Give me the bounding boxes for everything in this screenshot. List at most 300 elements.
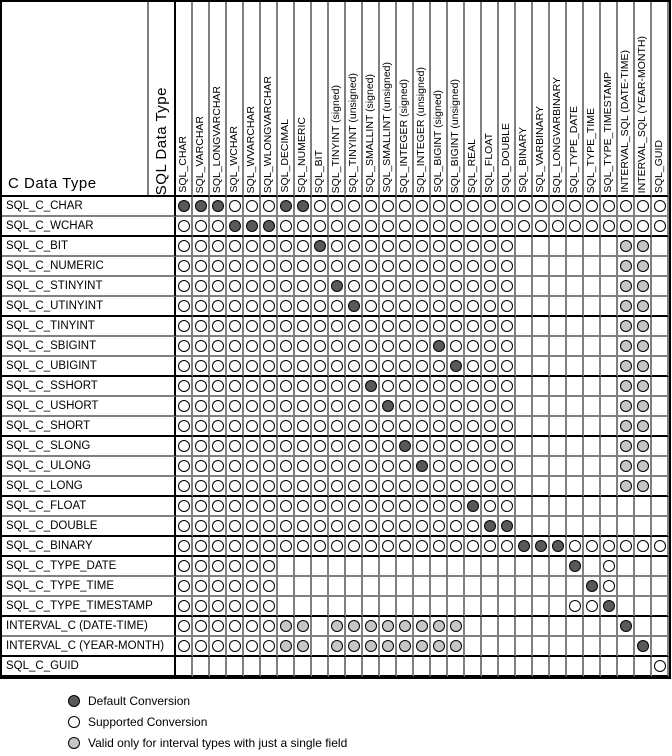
supported-conversion-circle: [297, 340, 309, 352]
supported-conversion-circle: [331, 440, 343, 452]
supported-conversion-circle: [212, 320, 224, 332]
supported-conversion-circle: [501, 280, 513, 292]
supported-conversion-circle: [382, 520, 394, 532]
row-label: SQL_C_UTINYINT: [2, 297, 176, 317]
supported-conversion-circle: [416, 320, 428, 332]
grid-cell: [261, 457, 278, 477]
column-header-label: SQL_BIGINT (unsigned): [449, 78, 462, 193]
grid-cell: [618, 417, 635, 437]
grid-cell: [533, 557, 550, 577]
grid-cell: [584, 437, 601, 457]
supported-conversion-circle: [195, 320, 207, 332]
grid-cell: [193, 377, 210, 397]
row-label: SQL_C_SSHORT: [2, 377, 176, 397]
grid-cell: [618, 377, 635, 397]
grid-cell: [329, 477, 346, 497]
grid-cell: [533, 337, 550, 357]
supported-conversion-circle: [314, 280, 326, 292]
grid-cell: [431, 297, 448, 317]
supported-conversion-circle: [229, 600, 241, 612]
grid-cell: [635, 377, 652, 397]
supported-conversion-circle: [280, 280, 292, 292]
grid-cell: [329, 377, 346, 397]
grid-cell: [618, 557, 635, 577]
supported-conversion-circle: [433, 480, 445, 492]
grid-cell: [210, 617, 227, 637]
supported-conversion-circle: [246, 380, 258, 392]
grid-cell: [601, 577, 618, 597]
grid-cell: [533, 477, 550, 497]
supported-conversion-circle: [501, 500, 513, 512]
grid-cell: [567, 457, 584, 477]
supported-conversion-circle: [518, 220, 530, 232]
supported-conversion-circle: [212, 520, 224, 532]
grid-cell: [431, 457, 448, 477]
grid-cell: [448, 457, 465, 477]
grid-cell: [618, 637, 635, 657]
supported-conversion-circle: [229, 360, 241, 372]
grid-cell: [346, 297, 363, 317]
grid-cell: [397, 557, 414, 577]
grid-cell: [346, 357, 363, 377]
grid-cell: [431, 617, 448, 637]
column-header-label: SQL_FLOAT: [483, 133, 496, 193]
supported-conversion-circle: [416, 520, 428, 532]
supported-conversion-circle: [501, 380, 513, 392]
grid-cell: [482, 477, 499, 497]
default-conversion-circle: [195, 200, 207, 212]
grid-cell: [210, 637, 227, 657]
grid-cell: [533, 397, 550, 417]
default-conversion-circle: [212, 200, 224, 212]
supported-conversion-circle: [178, 280, 190, 292]
supported-conversion-circle: [433, 260, 445, 272]
supported-conversion-circle: [484, 200, 496, 212]
column-header-label: SQL_GUID: [653, 139, 666, 193]
supported-conversion-circle: [382, 380, 394, 392]
grid-cell: [295, 257, 312, 277]
grid-cell: [210, 357, 227, 377]
supported-conversion-circle: [212, 500, 224, 512]
supported-conversion-circle: [450, 200, 462, 212]
grid-cell: [601, 197, 618, 217]
grid-cell: [397, 497, 414, 517]
interval-only-circle: [382, 640, 394, 652]
grid-cell: [295, 317, 312, 337]
grid-cell: [278, 277, 295, 297]
grid-cell: [635, 217, 652, 237]
column-header-label: SQL_REAL: [466, 138, 479, 193]
grid-cell: [346, 217, 363, 237]
supported-conversion-circle: [178, 300, 190, 312]
grid-cell: [397, 197, 414, 217]
grid-cell: [567, 417, 584, 437]
grid-cell: [499, 297, 516, 317]
grid-cell: [499, 257, 516, 277]
supported-conversion-circle: [450, 220, 462, 232]
grid-cell: [261, 517, 278, 537]
grid-cell: [635, 337, 652, 357]
grid-cell: [550, 417, 567, 437]
grid-cell: [601, 477, 618, 497]
supported-conversion-circle: [212, 400, 224, 412]
grid-cell: [176, 297, 193, 317]
grid-cell: [618, 297, 635, 317]
grid-cell: [652, 457, 669, 477]
supported-conversion-circle: [620, 200, 632, 212]
supported-conversion-circle: [433, 460, 445, 472]
grid-cell: [499, 497, 516, 517]
grid-cell: [329, 257, 346, 277]
grid-cell: [312, 617, 329, 637]
grid-cell: [635, 197, 652, 217]
grid-cell: [584, 317, 601, 337]
grid-cell: [380, 357, 397, 377]
supported-conversion-circle: [246, 460, 258, 472]
supported-conversion-circle: [297, 500, 309, 512]
supported-conversion-circle: [195, 420, 207, 432]
supported-conversion-circle: [195, 580, 207, 592]
grid-cell: [448, 277, 465, 297]
grid-cell: [193, 237, 210, 257]
supported-conversion-circle: [365, 360, 377, 372]
interval-only-circle: [620, 440, 632, 452]
column-header: [176, 2, 193, 197]
grid-cell: [312, 277, 329, 297]
grid-cell: [193, 617, 210, 637]
grid-cell: [618, 317, 635, 337]
corner-cell: [2, 2, 176, 197]
supported-conversion-circle: [178, 520, 190, 532]
grid-cell: [312, 477, 329, 497]
grid-cell: [363, 537, 380, 557]
grid-cell: [533, 637, 550, 657]
interval-only-circle: [620, 360, 632, 372]
grid-cell: [550, 517, 567, 537]
grid-cell: [499, 377, 516, 397]
grid-cell: [431, 437, 448, 457]
row-label: SQL_C_DOUBLE: [2, 517, 176, 537]
grid-cell: [363, 317, 380, 337]
grid-cell: [601, 457, 618, 477]
supported-conversion-circle: [399, 360, 411, 372]
grid-cell: [516, 397, 533, 417]
grid-cell: [482, 557, 499, 577]
grid-cell: [380, 657, 397, 677]
supported-conversion-circle: [433, 500, 445, 512]
grid-cell: [567, 337, 584, 357]
grid-cell: [652, 657, 669, 677]
grid-cell: [499, 237, 516, 257]
grid-cell: [363, 637, 380, 657]
grid-cell: [261, 597, 278, 617]
default-conversion-circle: [365, 380, 377, 392]
grid-cell: [244, 457, 261, 477]
grid-cell: [176, 657, 193, 677]
grid-cell: [601, 657, 618, 677]
supported-conversion-circle: [484, 260, 496, 272]
column-header-label: SQL_TINYINT (unsigned): [347, 72, 360, 193]
column-header-label: INTERVAL_SQL (YEAR-MONTH): [636, 35, 649, 193]
grid-cell: [261, 377, 278, 397]
supported-conversion-circle: [450, 260, 462, 272]
grid-cell: [499, 277, 516, 297]
grid-cell: [567, 557, 584, 577]
grid-cell: [312, 657, 329, 677]
column-header-label: SQL_VARBINARY: [534, 106, 547, 193]
supported-conversion-circle: [229, 560, 241, 572]
supported-conversion-circle: [331, 240, 343, 252]
grid-cell: [397, 377, 414, 397]
grid-cell: [312, 257, 329, 277]
grid-cell: [278, 457, 295, 477]
grid-cell: [499, 557, 516, 577]
grid-cell: [652, 637, 669, 657]
grid-cell: [329, 217, 346, 237]
supported-conversion-circle: [365, 500, 377, 512]
grid-cell: [414, 517, 431, 537]
supported-conversion-circle: [365, 320, 377, 332]
supported-conversion-circle: [382, 200, 394, 212]
row-label: SQL_C_WCHAR: [2, 217, 176, 237]
supported-conversion-circle: [212, 560, 224, 572]
column-header: [584, 2, 601, 197]
supported-conversion-circle: [382, 420, 394, 432]
supported-conversion-circle: [195, 220, 207, 232]
supported-conversion-circle: [314, 380, 326, 392]
grid-cell: [363, 597, 380, 617]
grid-cell: [244, 297, 261, 317]
supported-conversion-circle: [348, 240, 360, 252]
supported-conversion-circle: [484, 420, 496, 432]
grid-cell: [414, 297, 431, 317]
column-header-label: SQL_LONGVARBINARY: [551, 76, 564, 193]
grid-cell: [244, 317, 261, 337]
legend-item-label: Default Conversion: [88, 693, 191, 708]
supported-conversion-circle: [603, 220, 615, 232]
column-header: [193, 2, 210, 197]
grid-cell: [533, 537, 550, 557]
supported-conversion-circle: [365, 540, 377, 552]
interval-only-circle: [637, 460, 649, 472]
supported-conversion-circle: [399, 200, 411, 212]
grid-cell: [465, 197, 482, 217]
grid-cell: [499, 417, 516, 437]
supported-conversion-circle: [314, 220, 326, 232]
grid-cell: [482, 277, 499, 297]
supported-conversion-circle: [178, 420, 190, 432]
grid-cell: [363, 517, 380, 537]
grid-cell: [533, 377, 550, 397]
supported-conversion-circle: [399, 460, 411, 472]
supported-conversion-circle: [501, 320, 513, 332]
supported-conversion-circle: [399, 500, 411, 512]
grid-cell: [567, 657, 584, 677]
grid-cell: [465, 397, 482, 417]
default-conversion-circle: [348, 300, 360, 312]
grid-cell: [244, 557, 261, 577]
grid-cell: [533, 197, 550, 217]
supported-conversion-circle: [229, 580, 241, 592]
supported-conversion-circle: [365, 220, 377, 232]
supported-conversion-circle: [365, 280, 377, 292]
grid-cell: [516, 597, 533, 617]
grid-cell: [584, 537, 601, 557]
grid-cell: [329, 537, 346, 557]
grid-cell: [397, 217, 414, 237]
supported-conversion-circle: [229, 420, 241, 432]
interval-only-circle: [399, 640, 411, 652]
supported-conversion-circle: [178, 400, 190, 412]
supported-conversion-circle: [212, 300, 224, 312]
supported-conversion-circle: [263, 280, 275, 292]
supported-conversion-circle: [586, 220, 598, 232]
column-header: [329, 2, 346, 197]
interval-only-circle: [620, 400, 632, 412]
grid-cell: [193, 277, 210, 297]
default-conversion-circle: [484, 520, 496, 532]
supported-conversion-circle: [484, 400, 496, 412]
grid-cell: [176, 577, 193, 597]
grid-cell: [380, 337, 397, 357]
default-conversion-circle: [297, 200, 309, 212]
supported-conversion-circle: [229, 300, 241, 312]
grid-cell: [618, 397, 635, 417]
supported-conversion-circle: [433, 240, 445, 252]
column-header: [516, 2, 533, 197]
grid-cell: [482, 657, 499, 677]
grid-cell: [295, 637, 312, 657]
grid-cell: [295, 337, 312, 357]
grid-cell: [227, 457, 244, 477]
row-label: INTERVAL_C (DATE-TIME): [2, 617, 176, 637]
grid-cell: [278, 537, 295, 557]
supported-conversion-circle: [450, 280, 462, 292]
supported-conversion-circle: [246, 500, 258, 512]
grid-cell: [193, 457, 210, 477]
supported-conversion-circle: [246, 640, 258, 652]
grid-cell: [465, 437, 482, 457]
interval-only-circle: [620, 480, 632, 492]
grid-cell: [193, 417, 210, 437]
grid-cell: [278, 617, 295, 637]
column-header: [448, 2, 465, 197]
grid-cell: [176, 597, 193, 617]
supported-conversion-circle: [416, 340, 428, 352]
interval-only-circle: [637, 400, 649, 412]
grid-cell: [363, 277, 380, 297]
supported-conversion-circle: [297, 380, 309, 392]
grid-cell: [431, 197, 448, 217]
supported-conversion-circle: [246, 520, 258, 532]
grid-cell: [176, 477, 193, 497]
grid-cell: [533, 357, 550, 377]
grid-cell: [397, 257, 414, 277]
supported-conversion-circle: [246, 360, 258, 372]
grid-cell: [278, 577, 295, 597]
grid-cell: [533, 277, 550, 297]
supported-conversion-circle: [382, 540, 394, 552]
supported-conversion-circle: [603, 200, 615, 212]
supported-conversion-circle: [229, 240, 241, 252]
supported-conversion-circle: [263, 600, 275, 612]
supported-conversion-circle: [178, 240, 190, 252]
grid-cell: [329, 557, 346, 577]
grid-cell: [312, 437, 329, 457]
grid-cell: [550, 397, 567, 417]
grid-cell: [465, 517, 482, 537]
default-conversion-circle: [637, 640, 649, 652]
supported-conversion-circle: [501, 200, 513, 212]
grid-cell: [618, 537, 635, 557]
grid-cell: [363, 477, 380, 497]
grid-cell: [397, 397, 414, 417]
column-header-label: SQL_WVARCHAR: [245, 105, 258, 193]
interval-only-circle: [331, 640, 343, 652]
grid-cell: [618, 497, 635, 517]
column-header-label: SQL_VARCHAR: [194, 115, 207, 193]
grid-cell: [533, 297, 550, 317]
supported-conversion-circle: [501, 260, 513, 272]
supported-conversion-circle: [297, 220, 309, 232]
supported-conversion-circle: [229, 340, 241, 352]
supported-conversion-circle: [263, 420, 275, 432]
supported-conversion-circle: [212, 640, 224, 652]
supported-conversion-circle: [348, 260, 360, 272]
grid-cell: [414, 197, 431, 217]
grid-cell: [363, 437, 380, 457]
supported-conversion-circle: [314, 440, 326, 452]
column-header-label: SQL_WLONGVARCHAR: [262, 75, 275, 193]
supported-conversion-circle: [178, 480, 190, 492]
supported-conversion-circle: [212, 600, 224, 612]
grid-cell: [516, 657, 533, 677]
grid-cell: [312, 597, 329, 617]
grid-cell: [312, 557, 329, 577]
supported-conversion-circle: [450, 420, 462, 432]
supported-conversion-circle: [212, 540, 224, 552]
grid-cell: [295, 417, 312, 437]
supported-conversion-circle: [314, 360, 326, 372]
grid-cell: [550, 337, 567, 357]
grid-cell: [346, 337, 363, 357]
grid-cell: [176, 257, 193, 277]
grid-cell: [550, 297, 567, 317]
interval-only-circle: [620, 300, 632, 312]
grid-cell: [618, 617, 635, 637]
supported-conversion-circle: [178, 640, 190, 652]
supported-conversion-circle: [586, 200, 598, 212]
grid-cell: [567, 317, 584, 337]
grid-cell: [295, 457, 312, 477]
grid-cell: [380, 237, 397, 257]
grid-cell: [431, 317, 448, 337]
grid-cell: [516, 217, 533, 237]
grid-cell: [414, 217, 431, 237]
grid-cell: [499, 477, 516, 497]
supported-conversion-circle: [399, 220, 411, 232]
supported-conversion-circle: [331, 320, 343, 332]
supported-conversion-circle: [416, 300, 428, 312]
grid-cell: [550, 497, 567, 517]
grid-cell: [550, 457, 567, 477]
supported-conversion-circle: [314, 320, 326, 332]
grid-cell: [261, 297, 278, 317]
grid-cell: [312, 397, 329, 417]
grid-cell: [516, 197, 533, 217]
column-header: [414, 2, 431, 197]
grid-cell: [176, 437, 193, 457]
